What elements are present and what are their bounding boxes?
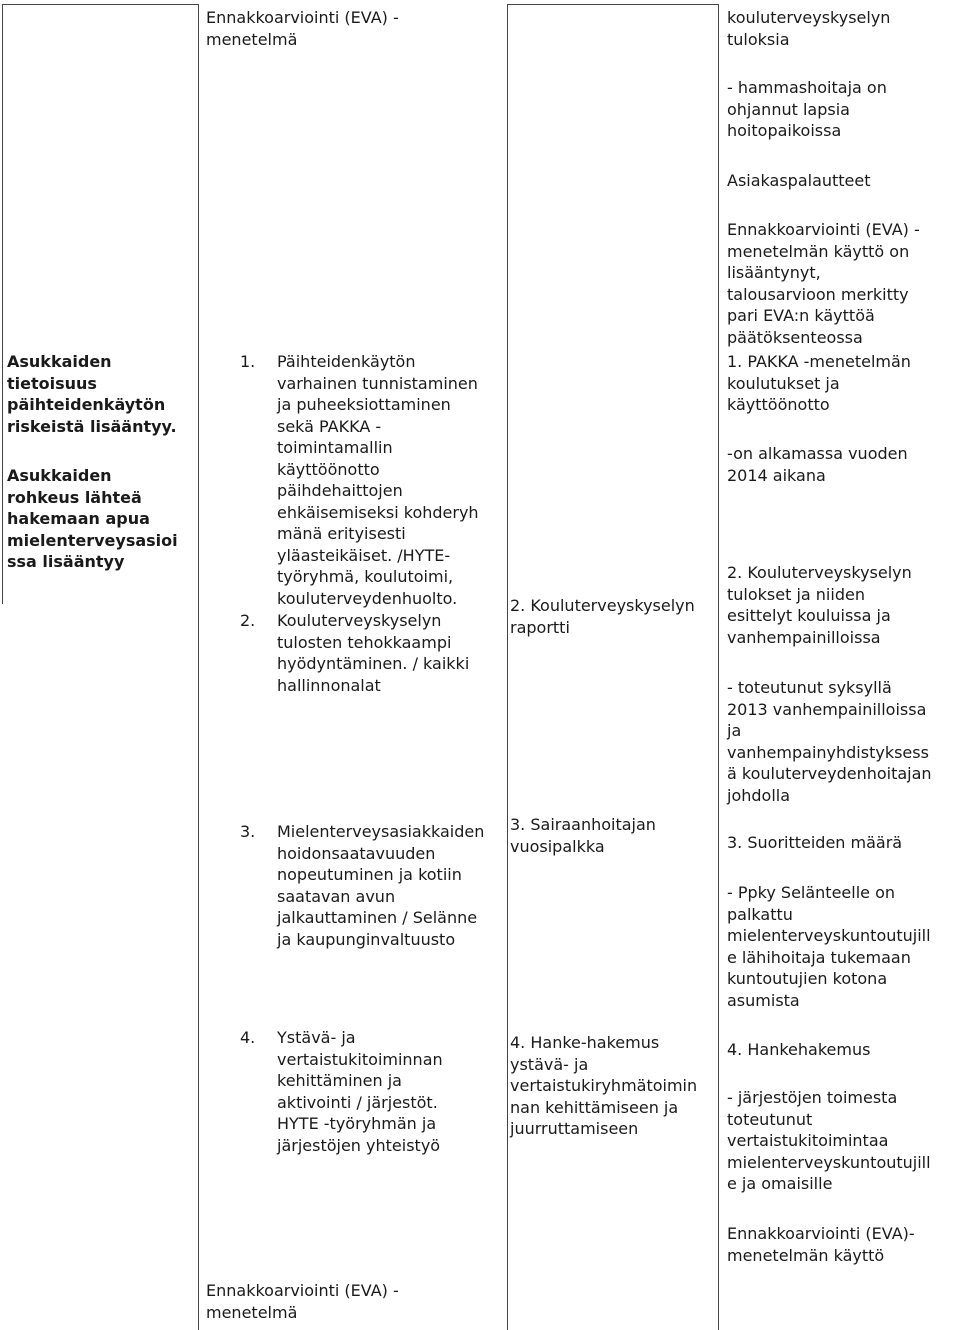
result-eva-usage: Ennakkoarviointi (EVA) - menetelmän käyttö on lisääntynyt, talousarvioon merkitty pari EVA:n käyttöä päätöksenteossa [727, 220, 920, 347]
eva-method-note-top: Ennakkoarviointi (EVA) - menetelmä [206, 8, 399, 49]
result-4-title: 4. Hankehakemus [727, 1040, 871, 1059]
table-divider-2 [507, 4, 508, 1330]
result-1-status: -on alkamassa vuoden 2014 aikana [727, 444, 908, 485]
result-eva-bottom: Ennakkoarviointi (EVA)- menetelmän käyttö [727, 1224, 915, 1265]
indicator-2: 2. Kouluterveyskyselyn raportti [510, 596, 695, 637]
item-text: Ystävä- ja vertaistukitoiminnan kehittäminen ja aktivointi / järjestöt. HYTE -työryhmän ja järjestöjen yhteistyö [277, 1028, 443, 1155]
result-2-status: - toteutunut syksyllä 2013 vanhempainilloissa ja vanhempainyhdistyksess ä kouluterveydenhoitajan johdolla [727, 678, 932, 805]
result-3-status: - Ppky Selänteelle on palkattu mielenterveyskuntoutujill e lähihoitaja tukemaan kuntoutujien kotona asumista [727, 883, 931, 1010]
table-border-top-col3 [507, 4, 719, 5]
result-3-title: 3. Suoritteiden määrä [727, 833, 903, 852]
item-text: Mielenterveysasiakkaiden hoidonsaatavuuden nopeutuminen ja kotiin saatavan avun jalkauttaminen / Selänne ja kaupunginvaltuusto [277, 822, 485, 949]
table-border-top [2, 4, 198, 5]
item-text: Päihteidenkäytön varhainen tunnistaminen ja puheeksiottaminen sekä PAKKA - toimintamallin käyttöönotto päihdehaittojen ehkäisemiseksi kohderyh mänä erityisesti yläasteikäiset. /HYTE- työryhmä, koulutoimi, kouluterveydenhuolto. [277, 352, 479, 608]
table-divider-3 [718, 4, 719, 1330]
result-1-title: 1. PAKKA -menetelmän koulutukset ja käyttöönotto [727, 352, 911, 414]
goal-seeking-help: Asukkaiden rohkeus lähteä hakemaan apua mielenterveysasioi ssa lisääntyy [7, 466, 178, 571]
table-border-left [2, 4, 3, 604]
item-number: 4. [240, 1028, 256, 1047]
item-text: Kouluterveyskyselyn tulosten tehokkaampi hyödyntäminen. / kaikki hallinnonalat [277, 611, 470, 695]
item-number: 1. [240, 352, 256, 371]
item-number: 3. [240, 822, 256, 841]
result-survey: kouluterveyskyselyn tuloksia [727, 8, 891, 49]
result-dental: - hammashoitaja on ohjannut lapsia hoitopaikoissa [727, 78, 887, 140]
result-4-status: - järjestöjen toimesta toteutunut vertaistukitoimintaa mielenterveyskuntoutujill e ja omaisille [727, 1088, 931, 1193]
indicator-4: 4. Hanke-hakemus ystävä- ja vertaistukiryhmätoimin nan kehittämiseen ja juurruttamiseen [510, 1033, 698, 1138]
goal-awareness: Asukkaiden tietoisuus päihteidenkäytön riskeistä lisääntyy. [7, 352, 177, 436]
table-divider-1 [198, 4, 199, 1330]
item-number: 2. [240, 611, 256, 630]
eva-method-note-bottom: Ennakkoarviointi (EVA) - menetelmä [206, 1281, 399, 1322]
result-feedback: Asiakaspalautteet [727, 171, 871, 190]
result-2-title: 2. Kouluterveyskyselyn tulokset ja niiden esittelyt kouluissa ja vanhempainilloissa [727, 563, 912, 647]
indicator-3: 3. Sairaanhoitajan vuosipalkka [510, 815, 656, 856]
